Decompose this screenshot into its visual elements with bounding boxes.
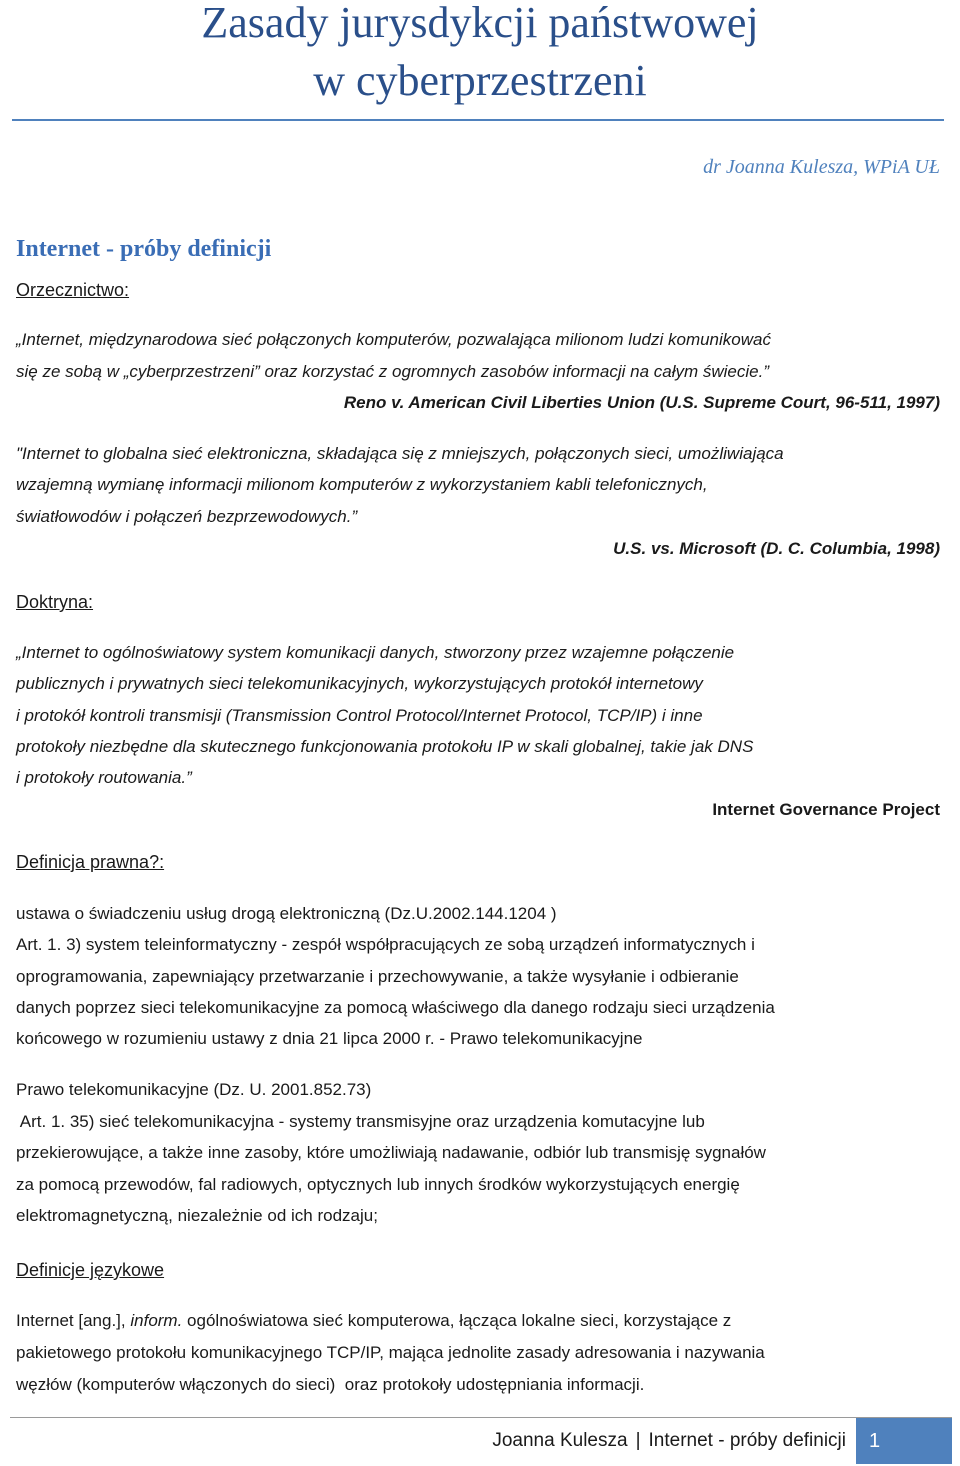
doktryna-line-3: i protokół kontroli transmisji (Transmission Control Protocol/Internet Protocol, TCP/IP) i inne (16, 706, 703, 725)
prawo-line-3: za pomocą przewodów, fal radiowych, optycznych lub innych środków wykorzystujących energię (16, 1175, 740, 1194)
quote1-line-1: „Internet, międzynarodowa sieć połączonych komputerów, pozwalająca milionom ludzi komunikować (16, 330, 771, 349)
doktryna-citation: Internet Governance Project (712, 800, 940, 819)
document-author: dr Joanna Kulesza, WPiA UŁ (703, 156, 940, 178)
language-definitions-label: Definicje językowe (16, 1260, 165, 1280)
lang-line-1 (16, 1311, 731, 1331)
quote1-line-2: się ze sobą w „cyberprzestrzeni” oraz korzystać z ogromnych zasobów informacji na całym świecie.” (16, 362, 769, 381)
lang-line-2: pakietowego protokołu komunikacyjnego TCP/IP, mająca jednolite zasady adresowania i nazywania (16, 1343, 765, 1362)
lang-definition-start: ogólnoświatowa sieć komputerowa, łącząca lokalne sieci, korzystające z (182, 1311, 732, 1330)
doktryna-line-4: protokoły niezbędne dla skutecznego funkcjonowania protokołu IP w skali globalnej, takie jak DNS (16, 737, 754, 756)
quote1-citation: Reno v. American Civil Liberties Union (U.S. Supreme Court, 96-511, 1997) (343, 393, 940, 412)
ustawa-line-2: oprogramowania, zapewniający przetwarzanie i przechowywanie, a także wysyłanie i odbieranie (16, 967, 739, 986)
doktryna-line-1: „Internet to ogólnoświatowy system komunikacji danych, stworzony przez wzajemne połączenie (16, 643, 735, 662)
footer-author: Joanna Kulesza (492, 1430, 628, 1451)
doktryna-label: Doktryna: (16, 592, 94, 612)
lang-line-3: węzłów (komputerów włączonych do sieci) oraz protokoły udostępniania informacji. (16, 1375, 645, 1394)
ustawa-line-4: końcowego w rozumieniu ustawy z dnia 21 lipca 2000 r. - Prawo telekomunikacyjne (16, 1029, 643, 1048)
footer-separator: | (635, 1430, 641, 1451)
doktryna-line-2: publicznych i prywatnych sieci telekomunikacyjnych, wykorzystujących protokół internetowy (16, 674, 703, 693)
quote2-line-2: wzajemną wymianę informacji milionom komputerów z wykorzystaniem kabli telefonicznych, (16, 475, 708, 494)
section-heading: Internet - próby definicji (16, 236, 272, 262)
document-title-line-1: Zasady jurysdykcji państwowej (201, 0, 759, 47)
page-number: 1 (856, 1418, 952, 1464)
prawo-title: Prawo telekomunikacyjne (Dz. U. 2001.852.73) (16, 1080, 372, 1099)
footer-divider (10, 1417, 952, 1418)
ustawa-title: ustawa o świadczeniu usług drogą elektroniczną (Dz.U.2002.144.1204 ) (16, 904, 557, 923)
ustawa-line-3: danych poprzez sieci telekomunikacyjne za pomocą właściwego dla danego rodzaju sieci urządzenia (16, 998, 775, 1017)
quote2-line-1: "Internet to globalna sieć elektroniczna, składająca się z mniejszych, połączonych sieci, umożliwiająca (16, 444, 784, 463)
title-divider (12, 119, 944, 121)
prawo-line-2: przekierowujące, a także inne zasoby, które umożliwiają nadawanie, odbiór lub transmisję sygnałów (16, 1143, 766, 1162)
page-footer (492, 1430, 846, 1452)
ustawa-line-1: Art. 1. 3) system teleinformatyczny - zespół współpracujących ze sobą urządzeń informatycznych i (16, 935, 755, 954)
footer-title: Internet - próby definicji (648, 1430, 846, 1451)
lang-domain-abbrev: inform. (130, 1311, 183, 1330)
quote2-citation: U.S. vs. Microsoft (D. C. Columbia, 1998) (613, 539, 940, 558)
doktryna-line-5: i protokoły routowania.” (16, 768, 192, 787)
document-title-line-2: w cyberprzestrzeni (313, 56, 647, 105)
orzecznictwo-label: Orzecznictwo: (16, 280, 130, 300)
legal-definition-label: Definicja prawna?: (16, 852, 165, 872)
prawo-line-4: elektromagnetyczną, niezależnie od ich rodzaju; (16, 1206, 378, 1225)
quote2-line-3: światłowodów i połączeń bezprzewodowych.” (16, 507, 358, 526)
prawo-line-1: Art. 1. 35) sieć telekomunikacyjna - systemy transmisyjne oraz urządzenia komutacyjne lub (16, 1112, 705, 1131)
lang-term: Internet [ang.], (16, 1311, 131, 1330)
